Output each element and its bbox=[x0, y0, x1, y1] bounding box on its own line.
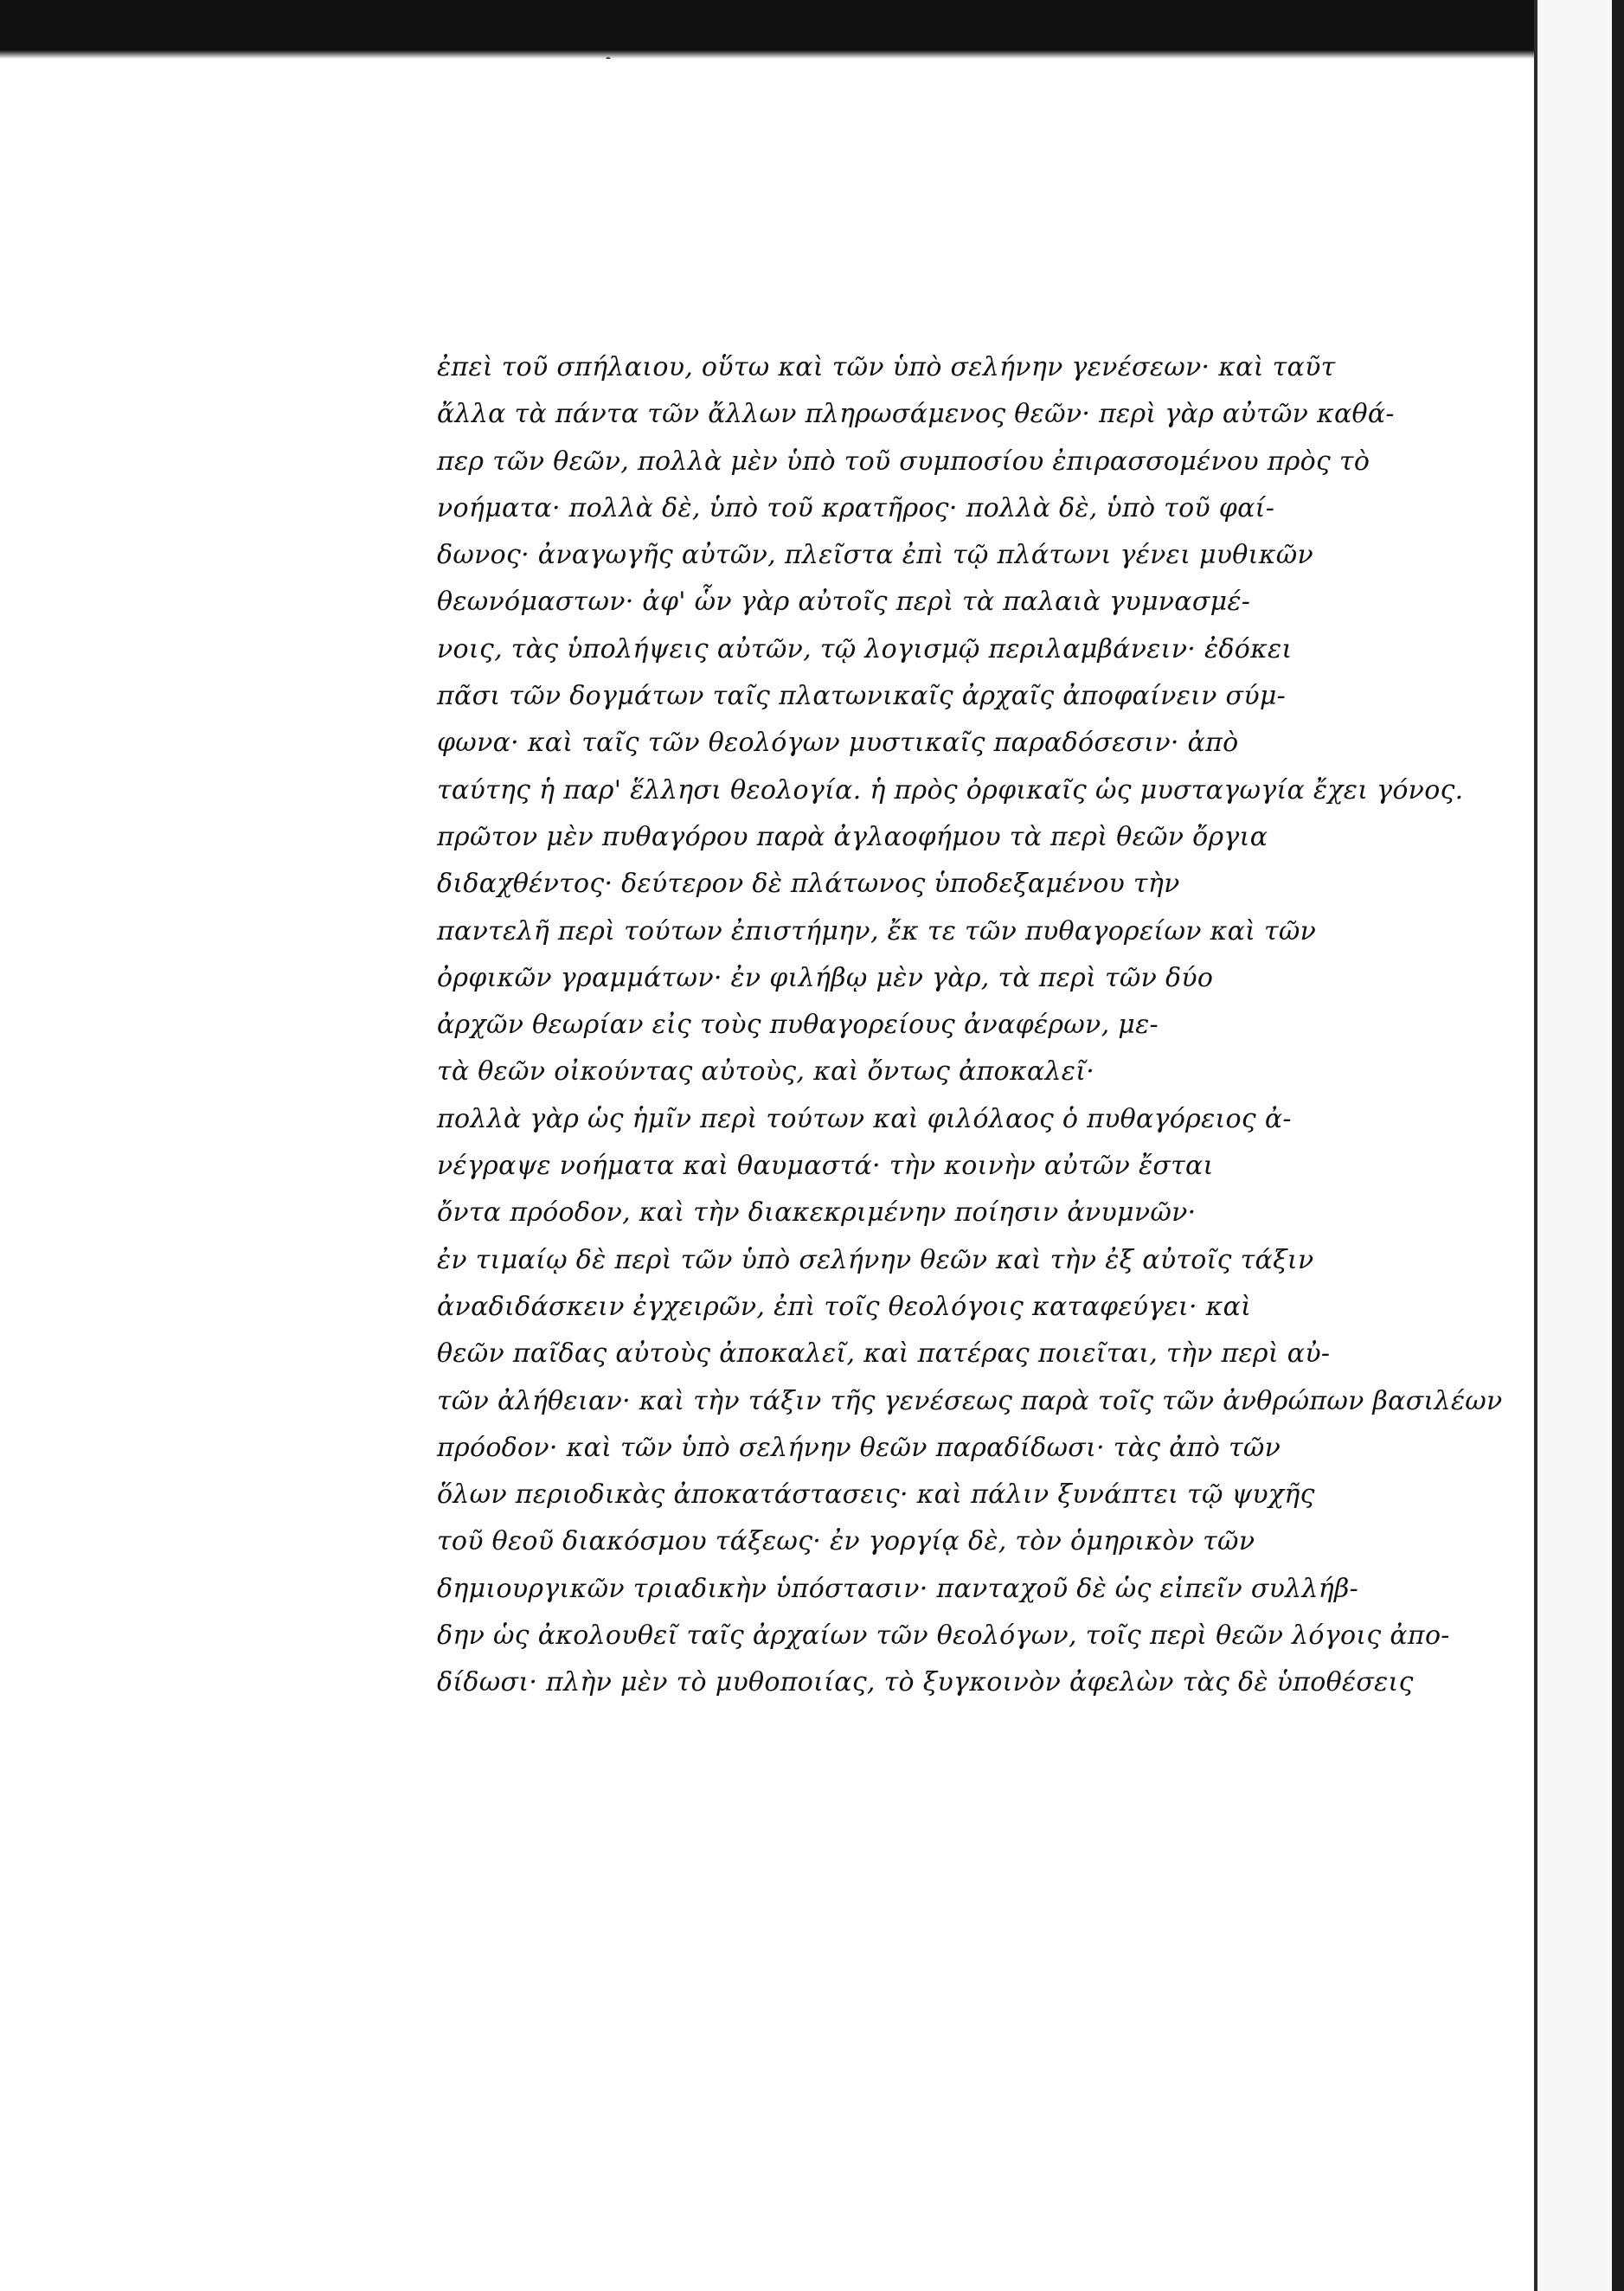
text-line: ἄλλα τὰ πάντα τῶν ἄλλων πληρωσάμενος θεῶν· περὶ γὰρ αὐτῶν καθά- bbox=[437, 399, 1395, 430]
text-line: δωνος· ἀναγωγῆς αὐτῶν, πλεῖστα ἐπὶ τῷ πλάτωνι γένει μυθικῶν bbox=[437, 540, 1314, 571]
text-line: ταύτης ἡ παρ' ἕλλησι θεολογία. ἡ πρὸς ὀρφικαῖς ὡς μυσταγωγία ἔχει γόνος. bbox=[437, 774, 1464, 805]
text-line: ἐν τιμαίῳ δὲ περὶ τῶν ὑπὸ σελήνην θεῶν καὶ τὴν ἐξ αὐτοῖς τάξιν bbox=[437, 1244, 1314, 1275]
text-line: πρῶτον μὲν πυθαγόρου παρὰ ἀγλαοφήμου τὰ περὶ θεῶν ὄργια bbox=[437, 821, 1268, 852]
text-line: νέγραψε νοήματα καὶ θαυμαστά· τὴν κοινὴν αὐτῶν ἔσται bbox=[437, 1151, 1214, 1182]
text-line: θεῶν παῖδας αὐτοὺς ἀποκαλεῖ, καὶ πατέρας ποιεῖται, τὴν περὶ αὐ- bbox=[437, 1338, 1331, 1370]
text-line: πᾶσι τῶν δογμάτων ταῖς πλατωνικαῖς ἀρχαῖς ἀποφαίνειν σύμ- bbox=[437, 681, 1287, 712]
text-line: πολλὰ γὰρ ὡς ἡμῖν περὶ τούτων καὶ φιλόλαος ὁ πυθαγόρειος ἀ- bbox=[437, 1103, 1292, 1134]
text-line: δημιουργικῶν τριαδικὴν ὑπόστασιν· πανταχοῦ δὲ ὡς εἰπεῖν συλλήβ- bbox=[437, 1573, 1359, 1604]
text-line: ἀρχῶν θεωρίαν εἰς τοὺς πυθαγορείους ἀναφέρων, με- bbox=[437, 1010, 1159, 1041]
text-line: πρόοδον· καὶ τῶν ὑπὸ σελήνην θεῶν παραδίδωσι· τὰς ἀπὸ τῶν bbox=[437, 1432, 1281, 1463]
text-line: θεωνόμαστων· ἀφ' ὧν γὰρ αὐτοῖς περὶ τὰ παλαιὰ γυμνασμέ- bbox=[437, 587, 1251, 618]
text-line: τῶν ἀλήθειαν· καὶ τὴν τάξιν τῆς γενέσεως παρὰ τοῖς τῶν ἀνθρώπων βασιλέων bbox=[437, 1385, 1503, 1416]
text-line: παντελῆ περὶ τούτων ἐπιστήμην, ἔκ τε τῶν πυθαγορείων καὶ τῶν bbox=[437, 915, 1317, 947]
text-line: ὄντα πρόοδον, καὶ τὴν διακεκριμένην ποίησιν ἀνυμνῶν· bbox=[437, 1197, 1197, 1229]
text-line: νοις, τὰς ὑπολήψεις αὐτῶν, τῷ λογισμῷ περιλαμβάνειν· ἐδόκει bbox=[437, 633, 1293, 664]
text-line: φωνα· καὶ ταῖς τῶν θεολόγων μυστικαῖς παραδόσεσιν· ἀπὸ bbox=[437, 728, 1239, 759]
text-line: ἀναδιδάσκειν ἐγχειρῶν, ἐπὶ τοῖς θεολόγοις καταφεύγει· καὶ bbox=[437, 1291, 1252, 1322]
text-line: νοήματα· πολλὰ δὲ, ὑπὸ τοῦ κρατῆρος· πολλὰ δὲ, ὑπὸ τοῦ φαί- bbox=[437, 492, 1275, 523]
scan-top-border bbox=[0, 0, 1624, 59]
scan-right-border bbox=[1534, 0, 1624, 2291]
text-line: τὰ θεῶν οἰκούντας αὐτοὺς, καὶ ὄντως ἀποκαλεῖ· bbox=[437, 1056, 1095, 1088]
text-line: τοῦ θεοῦ διακόσμου τάξεως· ἐν γοργίᾳ δὲ, τὸν ὁμηρικὸν τῶν bbox=[437, 1526, 1255, 1557]
text-line: ὀρφικῶν γραμμάτων· ἐν φιλήβῳ μὲν γὰρ, τὰ περὶ τῶν δύο bbox=[437, 962, 1214, 993]
text-line: δίδωσι· πλὴν μὲν τὸ μυθοποιίας, τὸ ξυγκοινὸν ἀφελὼν τὰς δὲ ὑποθέσεις bbox=[437, 1667, 1414, 1698]
text-line: ἐπεὶ τοῦ σπήλαιου, οὕτω καὶ τῶν ὑπὸ σελήνην γενέσεων· καὶ ταῦτ bbox=[437, 352, 1336, 382]
manuscript-text bbox=[437, 344, 1503, 1707]
text-line: δην ὡς ἀκολουθεῖ ταῖς ἀρχαίων τῶν θεολόγων, τοῖς περὶ θεῶν λόγοις ἀπο- bbox=[437, 1620, 1450, 1652]
text-line: διδαχθέντος· δεύτερον δὲ πλάτωνος ὑποδεξαμένου τὴν bbox=[437, 869, 1180, 900]
text-line: ὅλων περιοδικὰς ἀποκατάστασεις· καὶ πάλιν ξυνάπτει τῷ ψυχῆς bbox=[437, 1479, 1315, 1511]
text-line: περ τῶν θεῶν, πολλὰ μὲν ὑπὸ τοῦ συμποσίου ἐπιρασσομένου πρὸς τὸ bbox=[437, 446, 1370, 477]
manuscript-page bbox=[0, 59, 1534, 2291]
